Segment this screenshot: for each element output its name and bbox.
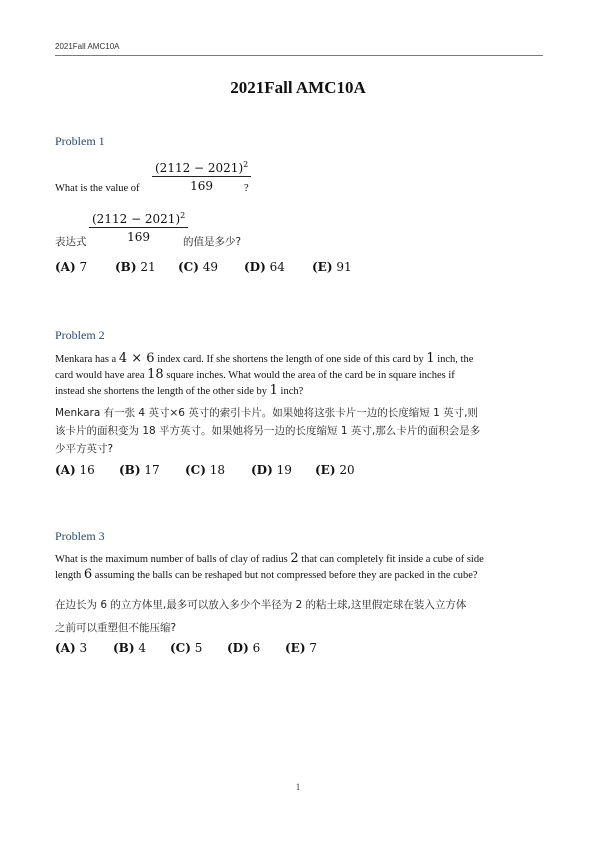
choice-value: 7: [79, 260, 88, 274]
choice-value: 19: [276, 463, 292, 477]
problem-1-cn-suffix: 的值是多少?: [183, 236, 242, 248]
problem-3-cn-line-1: 在边长为 6 的立方体里,最多可以放入多少个半径为 2 的粘土球,这里假定球在装入立方体: [55, 599, 467, 611]
problem-2-cn-line-3: 少平方英寸?: [55, 443, 114, 455]
text-run: inch, the: [437, 354, 474, 365]
choice-d[interactable]: [251, 463, 315, 477]
choice-c[interactable]: [170, 641, 227, 655]
numerator-exponent: 2: [243, 160, 249, 169]
choice-label: (B): [119, 463, 141, 477]
fraction-denominator: 169: [190, 179, 214, 193]
problem-1-en-fraction: [152, 160, 251, 193]
text-run: instead she shortens the length of the other side by: [55, 386, 267, 397]
choice-b[interactable]: [119, 463, 185, 477]
choice-value: 5: [194, 641, 203, 655]
choice-label: (C): [178, 260, 199, 274]
choice-value: 17: [144, 463, 160, 477]
math-inline: 6: [83, 567, 93, 582]
math-inline: 1: [269, 383, 278, 398]
text-run: index card. If she shortens the length of one side of this card by: [157, 354, 424, 365]
text-run: What is the maximum number of balls of clay of radius: [55, 554, 288, 565]
choice-label: (C): [185, 463, 206, 477]
problem-3-en-line-1: [55, 551, 484, 566]
choice-value: 18: [209, 463, 226, 477]
choice-d[interactable]: [244, 260, 312, 274]
choice-label: (C): [170, 641, 191, 655]
choice-label: (B): [113, 641, 135, 655]
fraction-numerator: [89, 211, 188, 228]
choice-label: (D): [251, 463, 273, 477]
choice-c[interactable]: [178, 260, 244, 274]
problem-2-cn-line-1: Menkara 有一张 4 英寸×6 英寸的索引卡片。如果她将这张卡片一边的长度缩短 1 英寸,则: [55, 407, 478, 419]
text-run: inch?: [280, 386, 304, 397]
choice-b[interactable]: [115, 260, 178, 274]
problem-1-cn-fraction: [89, 211, 188, 244]
numerator-exponent: 2: [180, 211, 186, 220]
math-inline: 18: [147, 367, 164, 382]
problem-2-en-line-3: [55, 383, 303, 398]
running-header-title: 2021Fall AMC10A: [55, 42, 120, 51]
choice-label: (E): [285, 641, 306, 655]
text-run: card would have area: [55, 370, 145, 381]
document-title: 2021Fall AMC10A: [230, 78, 366, 97]
choice-value: 91: [336, 260, 352, 274]
problem-1-en-prefix: What is the value of: [55, 183, 140, 194]
choice-e[interactable]: [315, 463, 355, 477]
answer-choices: [55, 463, 355, 477]
choice-e[interactable]: [312, 260, 352, 274]
choice-a[interactable]: [55, 641, 113, 655]
choice-label: (A): [55, 463, 76, 477]
choice-label: (A): [55, 260, 76, 274]
problem-3-en-line-2: [55, 567, 478, 582]
answer-choices: [55, 641, 317, 655]
choice-d[interactable]: [227, 641, 285, 655]
choice-value: 20: [339, 463, 355, 477]
choice-label: (A): [55, 641, 76, 655]
choice-value: 3: [79, 641, 88, 655]
text-run: square inches. What would the area of the card be in square inches if: [166, 370, 455, 381]
choice-value: 64: [269, 260, 285, 274]
problem-heading: Problem 3: [55, 529, 105, 543]
choice-value: 49: [202, 260, 219, 274]
text-run: assuming the balls can be reshaped but not compressed before they are packed in the cube?: [94, 570, 478, 581]
choice-value: 4: [138, 641, 146, 655]
page-number: 1: [295, 782, 301, 792]
problem-2-en-line-2: [55, 367, 455, 382]
choice-a[interactable]: [55, 260, 115, 274]
problem-3-cn-line-2: 之前可以重塑但不能压缩?: [55, 622, 177, 634]
numerator-base: (2112 − 2021): [92, 212, 181, 226]
choice-c[interactable]: [185, 463, 251, 477]
fraction-numerator: [152, 160, 251, 177]
answer-choices: [55, 260, 352, 274]
problem-heading: Problem 2: [55, 328, 105, 342]
problem-heading: Problem 1: [55, 134, 105, 148]
choice-a[interactable]: [55, 463, 119, 477]
choice-e[interactable]: [285, 641, 317, 655]
choice-value: 21: [140, 260, 156, 274]
problem-1-en-suffix: ?: [244, 183, 249, 194]
choice-label: (B): [115, 260, 137, 274]
text-run: length: [55, 570, 82, 581]
fraction-denominator: 169: [127, 230, 151, 244]
choice-label: (E): [312, 260, 333, 274]
choice-b[interactable]: [113, 641, 170, 655]
choice-label: (D): [227, 641, 249, 655]
problem-2-cn-line-2: 该卡片的面积变为 18 平方英寸。如果她将另一边的长度缩短 1 英寸,那么卡片的面积会是多: [55, 425, 481, 437]
text-run: Menkara has a: [55, 354, 117, 365]
math-inline: 2: [290, 551, 299, 566]
math-inline: 1: [426, 351, 435, 366]
choice-label: (D): [244, 260, 266, 274]
text-run: that can completely fit inside a cube of side: [301, 554, 484, 565]
math-inline: 4 × 6: [118, 351, 155, 366]
choice-value: 16: [79, 463, 95, 477]
problem-2-en-line-1: [55, 351, 473, 366]
choice-value: 7: [309, 641, 317, 655]
problem-1-cn-prefix: 表达式: [55, 236, 87, 248]
numerator-base: (2112 − 2021): [155, 161, 244, 175]
choice-label: (E): [315, 463, 336, 477]
choice-value: 6: [252, 641, 261, 655]
header-divider: [55, 55, 543, 56]
